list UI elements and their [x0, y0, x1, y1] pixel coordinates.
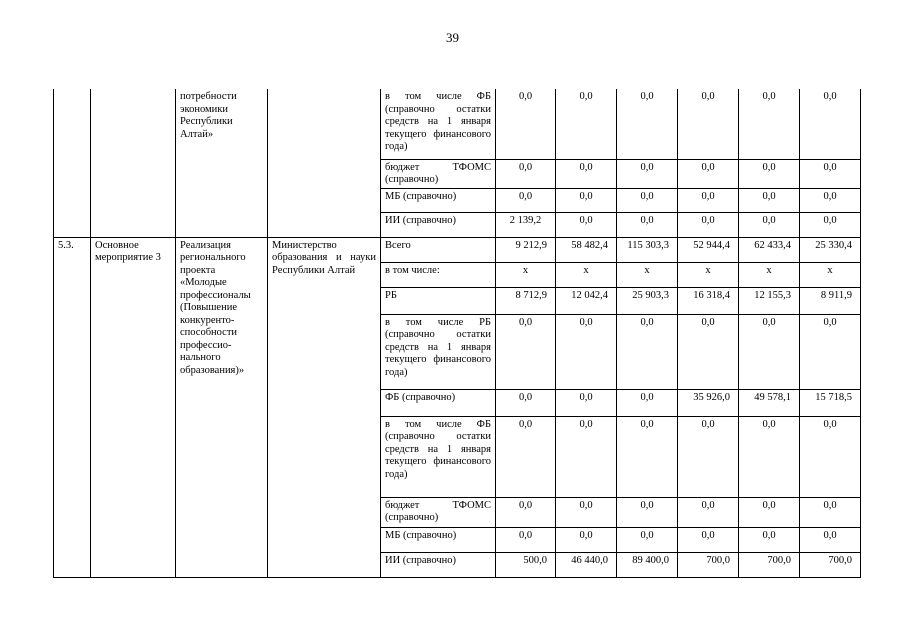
cell-source: МБ (справочно)	[381, 527, 496, 552]
cell-value: 0,0	[556, 389, 617, 416]
cell-value: 49 578,1	[739, 389, 800, 416]
cell-executor: Министерство образования и науки Республики Алтай	[268, 237, 381, 577]
cell-value: 0,0	[617, 188, 678, 212]
cell-value: 0,0	[739, 497, 800, 527]
cell-source: ИИ (справочно)	[381, 212, 496, 237]
cell-value: 0,0	[678, 212, 739, 237]
cell-value: 0,0	[496, 527, 556, 552]
cell-value: 0,0	[496, 497, 556, 527]
cell-value: 0,0	[617, 212, 678, 237]
cell-value: 0,0	[556, 188, 617, 212]
cell-source: РБ	[381, 287, 496, 314]
cell-value: 35 926,0	[678, 389, 739, 416]
cell-value: 12 155,3	[739, 287, 800, 314]
cell-value: 0,0	[496, 314, 556, 389]
cell-value: 115 303,3	[617, 237, 678, 262]
cell-event: Основное мероприятие 3	[91, 237, 176, 577]
cell-value: 0,0	[556, 527, 617, 552]
table-row	[54, 237, 861, 262]
cell-value: 89 400,0	[617, 552, 678, 577]
cell-value: 0,0	[556, 314, 617, 389]
cell-value: 25 903,3	[617, 287, 678, 314]
cell-value: 500,0	[496, 552, 556, 577]
cell-value: х	[556, 262, 617, 287]
cell-value: 0,0	[739, 89, 800, 159]
cell-value: 58 482,4	[556, 237, 617, 262]
page-number: 39	[446, 30, 459, 45]
cell-value: 0,0	[496, 159, 556, 188]
cell-number	[54, 89, 91, 237]
cell-value: 700,0	[678, 552, 739, 577]
cell-value: 52 944,4	[678, 237, 739, 262]
cell-value: 0,0	[800, 159, 861, 188]
cell-value: 2 139,2	[496, 212, 556, 237]
table-row	[54, 89, 861, 159]
cell-value: 0,0	[739, 159, 800, 188]
cell-value: 0,0	[617, 389, 678, 416]
cell-value: 9 212,9	[496, 237, 556, 262]
cell-project-name: Реализация регионального проекта «Молодые профессионалы (Повышение конкуренто-способности профессио-нального образования)»	[176, 237, 268, 577]
cell-value: х	[800, 262, 861, 287]
cell-value: 15 718,5	[800, 389, 861, 416]
cell-source: Всего	[381, 237, 496, 262]
cell-value: 0,0	[800, 497, 861, 527]
cell-value: 16 318,4	[678, 287, 739, 314]
cell-value: 0,0	[556, 497, 617, 527]
cell-value: х	[496, 262, 556, 287]
cell-value: 12 042,4	[556, 287, 617, 314]
cell-value: 0,0	[617, 159, 678, 188]
cell-source: ФБ (справочно)	[381, 389, 496, 416]
cell-value: 0,0	[800, 212, 861, 237]
cell-goal: потребности экономики Республики Алтай»	[176, 89, 268, 237]
cell-value: 0,0	[556, 212, 617, 237]
cell-source: в том числе:	[381, 262, 496, 287]
cell-value: 700,0	[739, 552, 800, 577]
cell-value: 62 433,4	[739, 237, 800, 262]
cell-value: 0,0	[678, 527, 739, 552]
cell-value: 0,0	[617, 416, 678, 497]
cell-value: 0,0	[678, 188, 739, 212]
cell-value: 0,0	[496, 188, 556, 212]
cell-value: 0,0	[678, 89, 739, 159]
cell-event	[91, 89, 176, 237]
cell-source: ИИ (справочно)	[381, 552, 496, 577]
cell-value: 0,0	[556, 159, 617, 188]
cell-value: 0,0	[800, 314, 861, 389]
cell-value: 0,0	[617, 89, 678, 159]
cell-value: 0,0	[496, 389, 556, 416]
cell-executor	[268, 89, 381, 237]
cell-value: 0,0	[739, 314, 800, 389]
cell-value: 0,0	[800, 416, 861, 497]
cell-value: х	[617, 262, 678, 287]
cell-value: 0,0	[739, 212, 800, 237]
cell-value: 0,0	[617, 497, 678, 527]
cell-value: 0,0	[617, 527, 678, 552]
cell-source: в том числе РБ (справочно остатки средств на 1 января текущего финансового года)	[381, 314, 496, 389]
cell-value: 0,0	[678, 314, 739, 389]
cell-source: бюджет ТФОМС (справочно)	[381, 497, 496, 527]
cell-value: х	[739, 262, 800, 287]
cell-value: 0,0	[678, 497, 739, 527]
cell-value: 8 712,9	[496, 287, 556, 314]
budget-table	[53, 89, 861, 578]
cell-value: 25 330,4	[800, 237, 861, 262]
cell-value: 0,0	[556, 89, 617, 159]
cell-value: 0,0	[800, 527, 861, 552]
cell-value: 0,0	[617, 314, 678, 389]
cell-value: 0,0	[739, 188, 800, 212]
cell-value: 0,0	[496, 89, 556, 159]
cell-number: 5.3.	[54, 237, 91, 577]
cell-value: 0,0	[739, 416, 800, 497]
cell-value: 0,0	[739, 527, 800, 552]
cell-source: МБ (справочно)	[381, 188, 496, 212]
cell-source: в том числе ФБ (справочно остатки средств на 1 января текущего финансового года)	[381, 416, 496, 497]
cell-value: 0,0	[800, 188, 861, 212]
cell-source: в том числе ФБ (справочно остатки средств на 1 января текущего финансового года)	[381, 89, 496, 159]
cell-value: 0,0	[678, 159, 739, 188]
cell-value: 0,0	[800, 89, 861, 159]
cell-value: 0,0	[556, 416, 617, 497]
cell-value: 0,0	[496, 416, 556, 497]
cell-value: 0,0	[678, 416, 739, 497]
cell-value: х	[678, 262, 739, 287]
cell-value: 8 911,9	[800, 287, 861, 314]
cell-value: 46 440,0	[556, 552, 617, 577]
cell-source: бюджет ТФОМС (справочно)	[381, 159, 496, 188]
cell-value: 700,0	[800, 552, 861, 577]
